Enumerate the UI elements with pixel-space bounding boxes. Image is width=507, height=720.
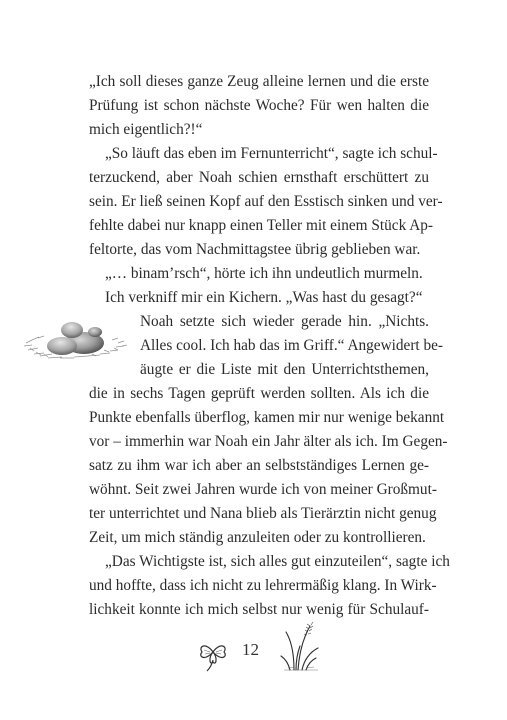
text-line: sein. Er ließ seinen Kopf auf den Esstisch sinken und ver-	[89, 193, 443, 210]
text-line: ter unterrichtet und Nana blieb als Tierärztin nicht genug	[89, 505, 437, 522]
text-line: feltorte, das vom Nachmittagstee übrig geblieben war.	[89, 241, 421, 258]
text-line: äugte er die Liste mit den Unterrichtsthemen,	[140, 361, 429, 378]
text-line: terzuckend, aber Noah schien ernsthaft erschüttert zu	[89, 169, 429, 186]
pebbles-icon	[22, 310, 132, 362]
text-line: Punkte ebenfalls überflog, kamen mir nur wenige bekannt	[89, 409, 445, 426]
text-line: lichkeit konnte ich mich selbst nur wenig für Schulauf-	[89, 601, 429, 618]
text-line: „… binam’rsch“, hörte ich ihn undeutlich murmeln.	[105, 265, 423, 282]
page-number: 12	[242, 640, 259, 659]
text-line: die in sechs Tagen geprüft werden sollten. Als ich die	[89, 385, 429, 402]
text-line: Zeit, um mich ständig anzuleiten oder zu kontrollieren.	[89, 529, 426, 546]
text-line: „So läuft das eben im Fernunterricht“, sagte ich schul-	[105, 145, 438, 162]
text-line: „Das Wichtigste ist, sich alles gut einzuteilen“, sagte ich	[105, 553, 450, 570]
text-line: „Ich soll dieses ganze Zeug alleine lernen und die erste	[89, 73, 429, 90]
text-line: wöhnt. Seit zwei Jahren wurde ich von meiner Großmut-	[89, 481, 437, 498]
text-line: satz zu ihm war ich aber an selbstständiges Lernen ge-	[89, 457, 429, 474]
text-line: fehlte dabei nur knapp einen Teller mit einem Stück Ap-	[89, 217, 434, 234]
text-line: Noah setzte sich wieder gerade hin. „Nichts.	[140, 313, 429, 330]
grass-icon	[280, 618, 322, 672]
text-line: Prüfung ist schon nächste Woche? Für wen halten die	[89, 97, 429, 114]
text-line: Ich verkniff mir ein Kichern. „Was hast du gesagt?“	[105, 289, 423, 306]
clover-icon	[196, 632, 230, 672]
text-line: und hoffte, dass ich nicht zu lehrermäßig klang. In Wirk-	[89, 577, 437, 594]
text-line: vor – immerhin war Noah ein Jahr älter als ich. Im Gegen-	[89, 433, 448, 450]
text-line: mich eigentlich?!“	[89, 121, 203, 138]
text-line: Alles cool. Ich hab das im Griff.“ Angewidert be-	[140, 337, 444, 354]
